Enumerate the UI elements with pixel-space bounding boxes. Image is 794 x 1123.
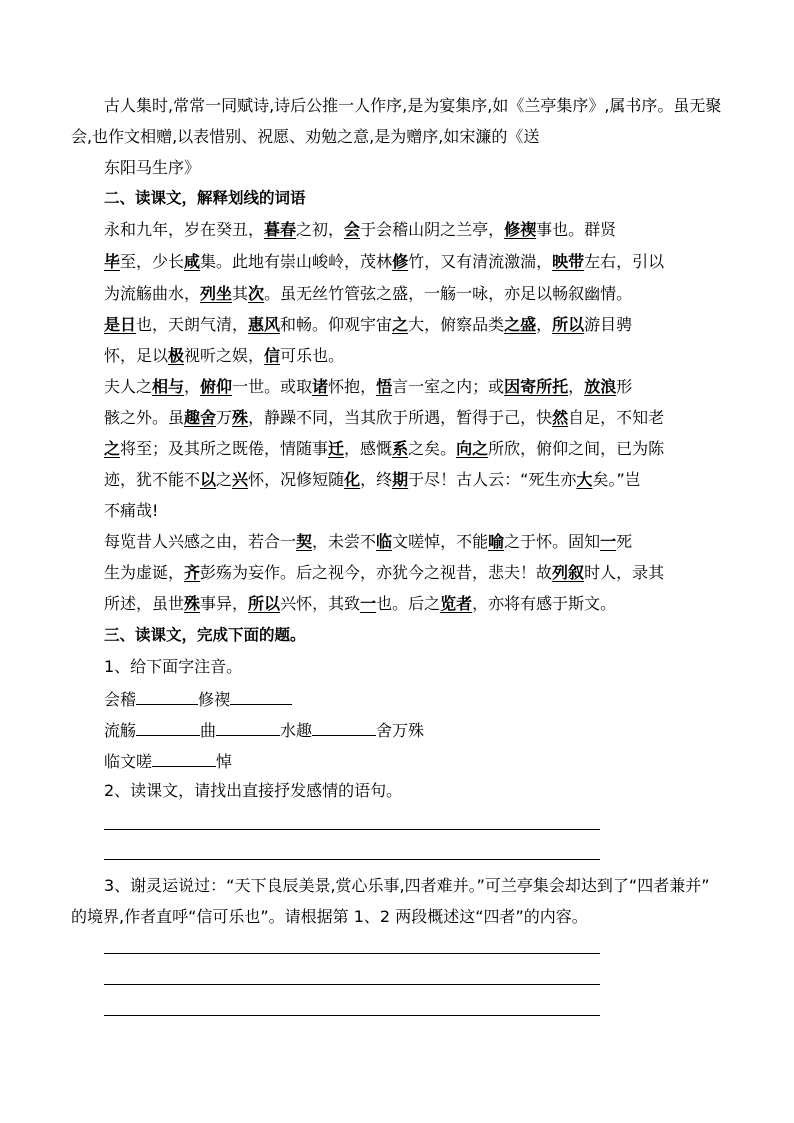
underlined-term: 契 [296, 532, 313, 551]
underlined-term: 一 [360, 594, 377, 613]
underlined-term: 一 [600, 532, 617, 551]
passage-line: 每览昔人兴感之由，若合一契，未尝不临文嗟悼，不能喻之于怀。固知一死 [104, 532, 633, 551]
pinyin-word: 舍万殊 [376, 721, 425, 740]
underlined-term: 俯仰 [200, 377, 233, 396]
underlined-term: 大 [576, 470, 593, 489]
underlined-term: 毕 [104, 252, 121, 271]
underlined-term: 以 [200, 470, 217, 489]
answer-blank[interactable] [152, 750, 216, 767]
pinyin-word: 水趣 [280, 721, 313, 740]
passage-line: 不痛哉! [104, 501, 159, 520]
underlined-term: 化 [344, 470, 361, 489]
passage-line: 夫人之相与，俯仰一世。或取诸怀抱，悟言一室之内；或因寄所托，放浪形 [104, 377, 633, 396]
passage-line: 是日也，天朗气清，惠风和畅。仰观宇宙之大，俯察品类之盛，所以游目骋 [104, 315, 633, 334]
underlined-term: 所以 [552, 315, 585, 334]
answer-blank[interactable] [136, 719, 200, 736]
underlined-term: 暮春 [264, 220, 297, 239]
pinyin-row-1 [104, 688, 292, 710]
answer-blank[interactable] [312, 719, 376, 736]
underlined-term: 列坐 [200, 284, 233, 303]
underlined-term: 览者 [440, 594, 473, 613]
answer-line[interactable] [104, 1015, 600, 1016]
answer-line[interactable] [104, 829, 600, 830]
underlined-term: 所以 [248, 594, 281, 613]
passage-line: 永和九年，岁在癸丑，暮春之初，会于会稽山阴之兰亭，修禊事也。群贤 [104, 220, 617, 239]
underlined-term: 系 [392, 439, 409, 458]
pinyin-row-2 [104, 719, 424, 741]
underlined-term: 齐 [184, 563, 201, 582]
underlined-term: 修 [392, 252, 409, 271]
underlined-term: 迁 [328, 439, 345, 458]
underlined-term: 映带 [552, 252, 585, 271]
underlined-term: 殊 [232, 408, 249, 427]
underlined-term: 喻 [488, 532, 505, 551]
question-3-line-1: 3、谢灵运说过：“天下良辰美景,赏心乐事,四者难并。”可兰亭集会却达到了“四者兼并” [104, 876, 710, 895]
intro-line-2: 会,也作文相赠,以表惜别、祝愿、劝勉之意,是为赠序,如宋濂的《送 [71, 127, 540, 146]
passage-line: 所述，虽世殊事异，所以兴怀，其致一也。后之览者，亦将有感于斯文。 [104, 594, 617, 613]
underlined-term: 会 [344, 220, 361, 239]
underlined-term: 咸 [184, 252, 201, 271]
underlined-term: 极 [168, 346, 185, 365]
pinyin-word: 悼 [216, 752, 233, 771]
section-3-heading: 三、读课文，完成下面的题。 [104, 626, 306, 644]
underlined-term: 是日 [104, 315, 137, 334]
answer-blank[interactable] [216, 719, 280, 736]
passage-line: 骸之外。虽趣舍万殊，静躁不同，当其欣于所遇，暂得于己，快然自足，不知老 [104, 408, 665, 427]
underlined-term: 惠风 [248, 315, 281, 334]
section-2-heading: 二、读课文，解释划线的词语 [104, 189, 306, 207]
underlined-term: 向之 [456, 439, 489, 458]
intro-line-3: 东阳马生序》 [104, 158, 201, 177]
underlined-term: 信 [264, 346, 281, 365]
answer-line[interactable] [104, 984, 600, 985]
underlined-term: 因寄 [504, 377, 537, 396]
answer-blank[interactable] [136, 688, 198, 705]
underlined-term: 诸 [312, 377, 329, 396]
passage-line: 生为虚诞，齐彭殇为妄作。后之视今，亦犹今之视昔，悲夫！故列叙时人，录其 [104, 563, 665, 582]
passage-line: 毕至，少长咸集。此地有崇山峻岭，茂林修竹，又有清流激湍，映带左右，引以 [104, 252, 665, 271]
underlined-term: 悟 [376, 377, 393, 396]
question-1-title: 1、给下面字注音。 [104, 657, 243, 676]
underlined-term: 放浪 [584, 377, 617, 396]
answer-line[interactable] [104, 859, 600, 860]
pinyin-word: 流觞 [104, 721, 137, 740]
passage-line: 为流觞曲水，列坐其次。虽无丝竹管弦之盛，一觞一咏，亦足以畅叙幽情。 [104, 284, 633, 303]
pinyin-word: 临文嗟 [104, 752, 153, 771]
pinyin-word: 会稽 [104, 690, 137, 709]
underlined-term: 兴 [232, 470, 249, 489]
question-3-line-2: 的境界,作者直呼“信可乐也”。请根据第 1、2 两段概述这“四者”的内容。 [71, 907, 588, 926]
passage-line: 怀，足以极视听之娱，信可乐也。 [104, 346, 345, 365]
underlined-term: 所托 [536, 377, 569, 396]
underlined-term: 次 [248, 284, 265, 303]
underlined-term: 殊 [184, 594, 201, 613]
underlined-term: 之 [392, 315, 409, 334]
underlined-term: 列叙 [552, 563, 585, 582]
question-2-title: 2、读课文，请找出直接抒发感情的语句。 [104, 781, 403, 800]
underlined-term: 修禊 [504, 220, 537, 239]
answer-blank[interactable] [230, 688, 292, 705]
underlined-term: 然 [552, 408, 569, 427]
underlined-term: 期 [392, 470, 409, 489]
passage-line: 迹，犹不能不以之兴怀，况修短随化，终期于尽！古人云：“死生亦大矣。”岂 [104, 470, 641, 489]
pinyin-word: 曲 [200, 721, 217, 740]
answer-line[interactable] [104, 953, 600, 954]
underlined-term: 趣舍 [184, 408, 217, 427]
intro-line-1: 古人集时,常常一同赋诗,诗后公推一人作序,是为宴集序,如《兰亭集序》,属书序。虽无聚 [104, 96, 722, 115]
underlined-term: 之盛 [504, 315, 537, 334]
pinyin-word: 修禊 [198, 690, 231, 709]
pinyin-row-3 [104, 750, 232, 772]
underlined-term: 相与 [152, 377, 185, 396]
underlined-term: 临 [376, 532, 393, 551]
underlined-term: 之 [104, 439, 121, 458]
passage-line: 之将至；及其所之既倦，情随事迁，感慨系之矣。向之所欣，俯仰之间，已为陈 [104, 439, 665, 458]
